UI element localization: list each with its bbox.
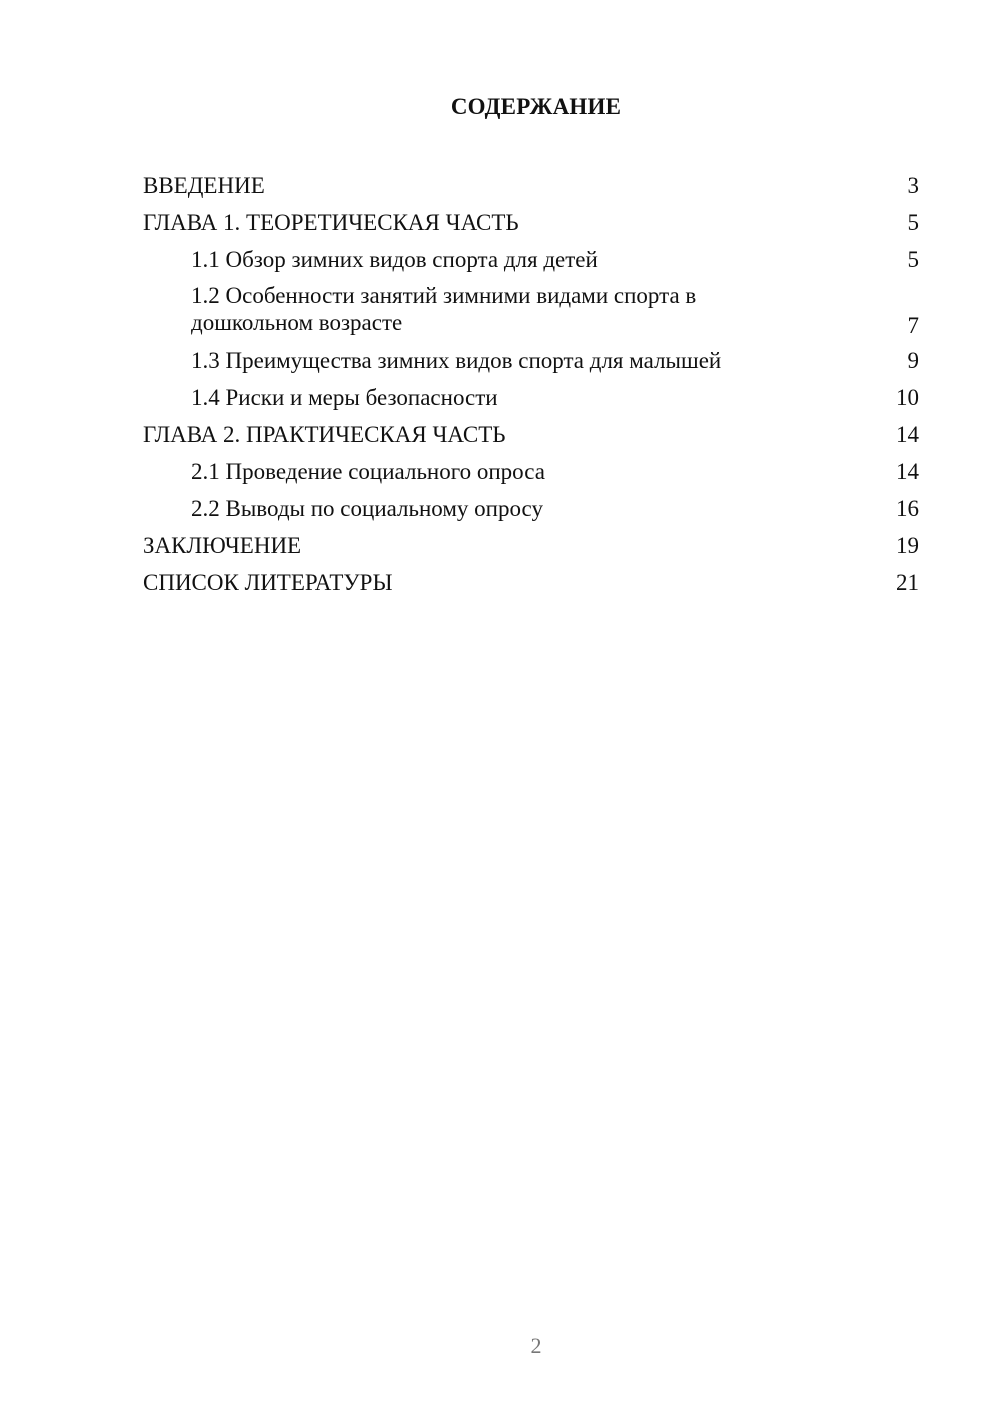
toc-entry-page: 5 bbox=[907, 247, 919, 272]
toc-entry-page: 19 bbox=[896, 533, 919, 558]
toc-entry-label: 2.1 Проведение социального опроса bbox=[191, 459, 545, 484]
toc-entry-label: 1.2 Особенности занятий зимними видами спорта в дошкольном возрасте bbox=[191, 283, 697, 335]
page-number: 2 bbox=[530, 1333, 542, 1358]
toc-entry-label: ГЛАВА 2. ПРАКТИЧЕСКАЯ ЧАСТЬ bbox=[143, 422, 506, 447]
toc-entry-label: 1.3 Преимущества зимних видов спорта для малышей bbox=[191, 348, 722, 373]
toc-entry-chapter-2 bbox=[143, 416, 919, 453]
toc-entry-section-2-1 bbox=[143, 453, 919, 490]
toc-entry-label: ВВЕДЕНИЕ bbox=[143, 173, 265, 198]
toc-entry-label: ЗАКЛЮЧЕНИЕ bbox=[143, 533, 302, 558]
toc-entry-section-2-2 bbox=[143, 490, 919, 527]
toc-entry-page: 21 bbox=[896, 570, 919, 595]
page-title: СОДЕРЖАНИЕ bbox=[450, 94, 622, 119]
toc-entry-page: 3 bbox=[907, 173, 919, 198]
toc-entry-label: СПИСОК ЛИТЕРАТУРЫ bbox=[143, 570, 393, 595]
toc-entry-section-1-2 bbox=[143, 278, 919, 342]
toc-entry-conclusion bbox=[143, 527, 919, 564]
toc-entry-references bbox=[143, 564, 919, 601]
toc-entry-page: 14 bbox=[896, 422, 919, 447]
toc-entry-page: 10 bbox=[896, 385, 919, 410]
toc-entry-label: ГЛАВА 1. ТЕОРЕТИЧЕСКАЯ ЧАСТЬ bbox=[143, 210, 519, 235]
toc-entry-label: 1.1 Обзор зимних видов спорта для детей bbox=[191, 247, 598, 272]
toc-entry-page: 5 bbox=[907, 210, 919, 235]
toc-entry-page: 16 bbox=[896, 496, 919, 521]
toc-entry-chapter-1 bbox=[143, 204, 919, 241]
toc-entry-page: 14 bbox=[896, 459, 919, 484]
toc-entry-section-1-1 bbox=[143, 241, 919, 278]
toc-entry-section-1-3 bbox=[143, 342, 919, 379]
toc-entry-label: 1.4 Риски и меры безопасности bbox=[191, 385, 498, 410]
toc-entry-introduction bbox=[143, 167, 919, 204]
toc-entry-label: 2.2 Выводы по социальному опросу bbox=[191, 496, 543, 521]
table-of-contents bbox=[143, 167, 919, 601]
toc-entry-page: 9 bbox=[907, 348, 919, 373]
toc-entry-page: 7 bbox=[907, 313, 919, 338]
toc-entry-section-1-4 bbox=[143, 379, 919, 416]
